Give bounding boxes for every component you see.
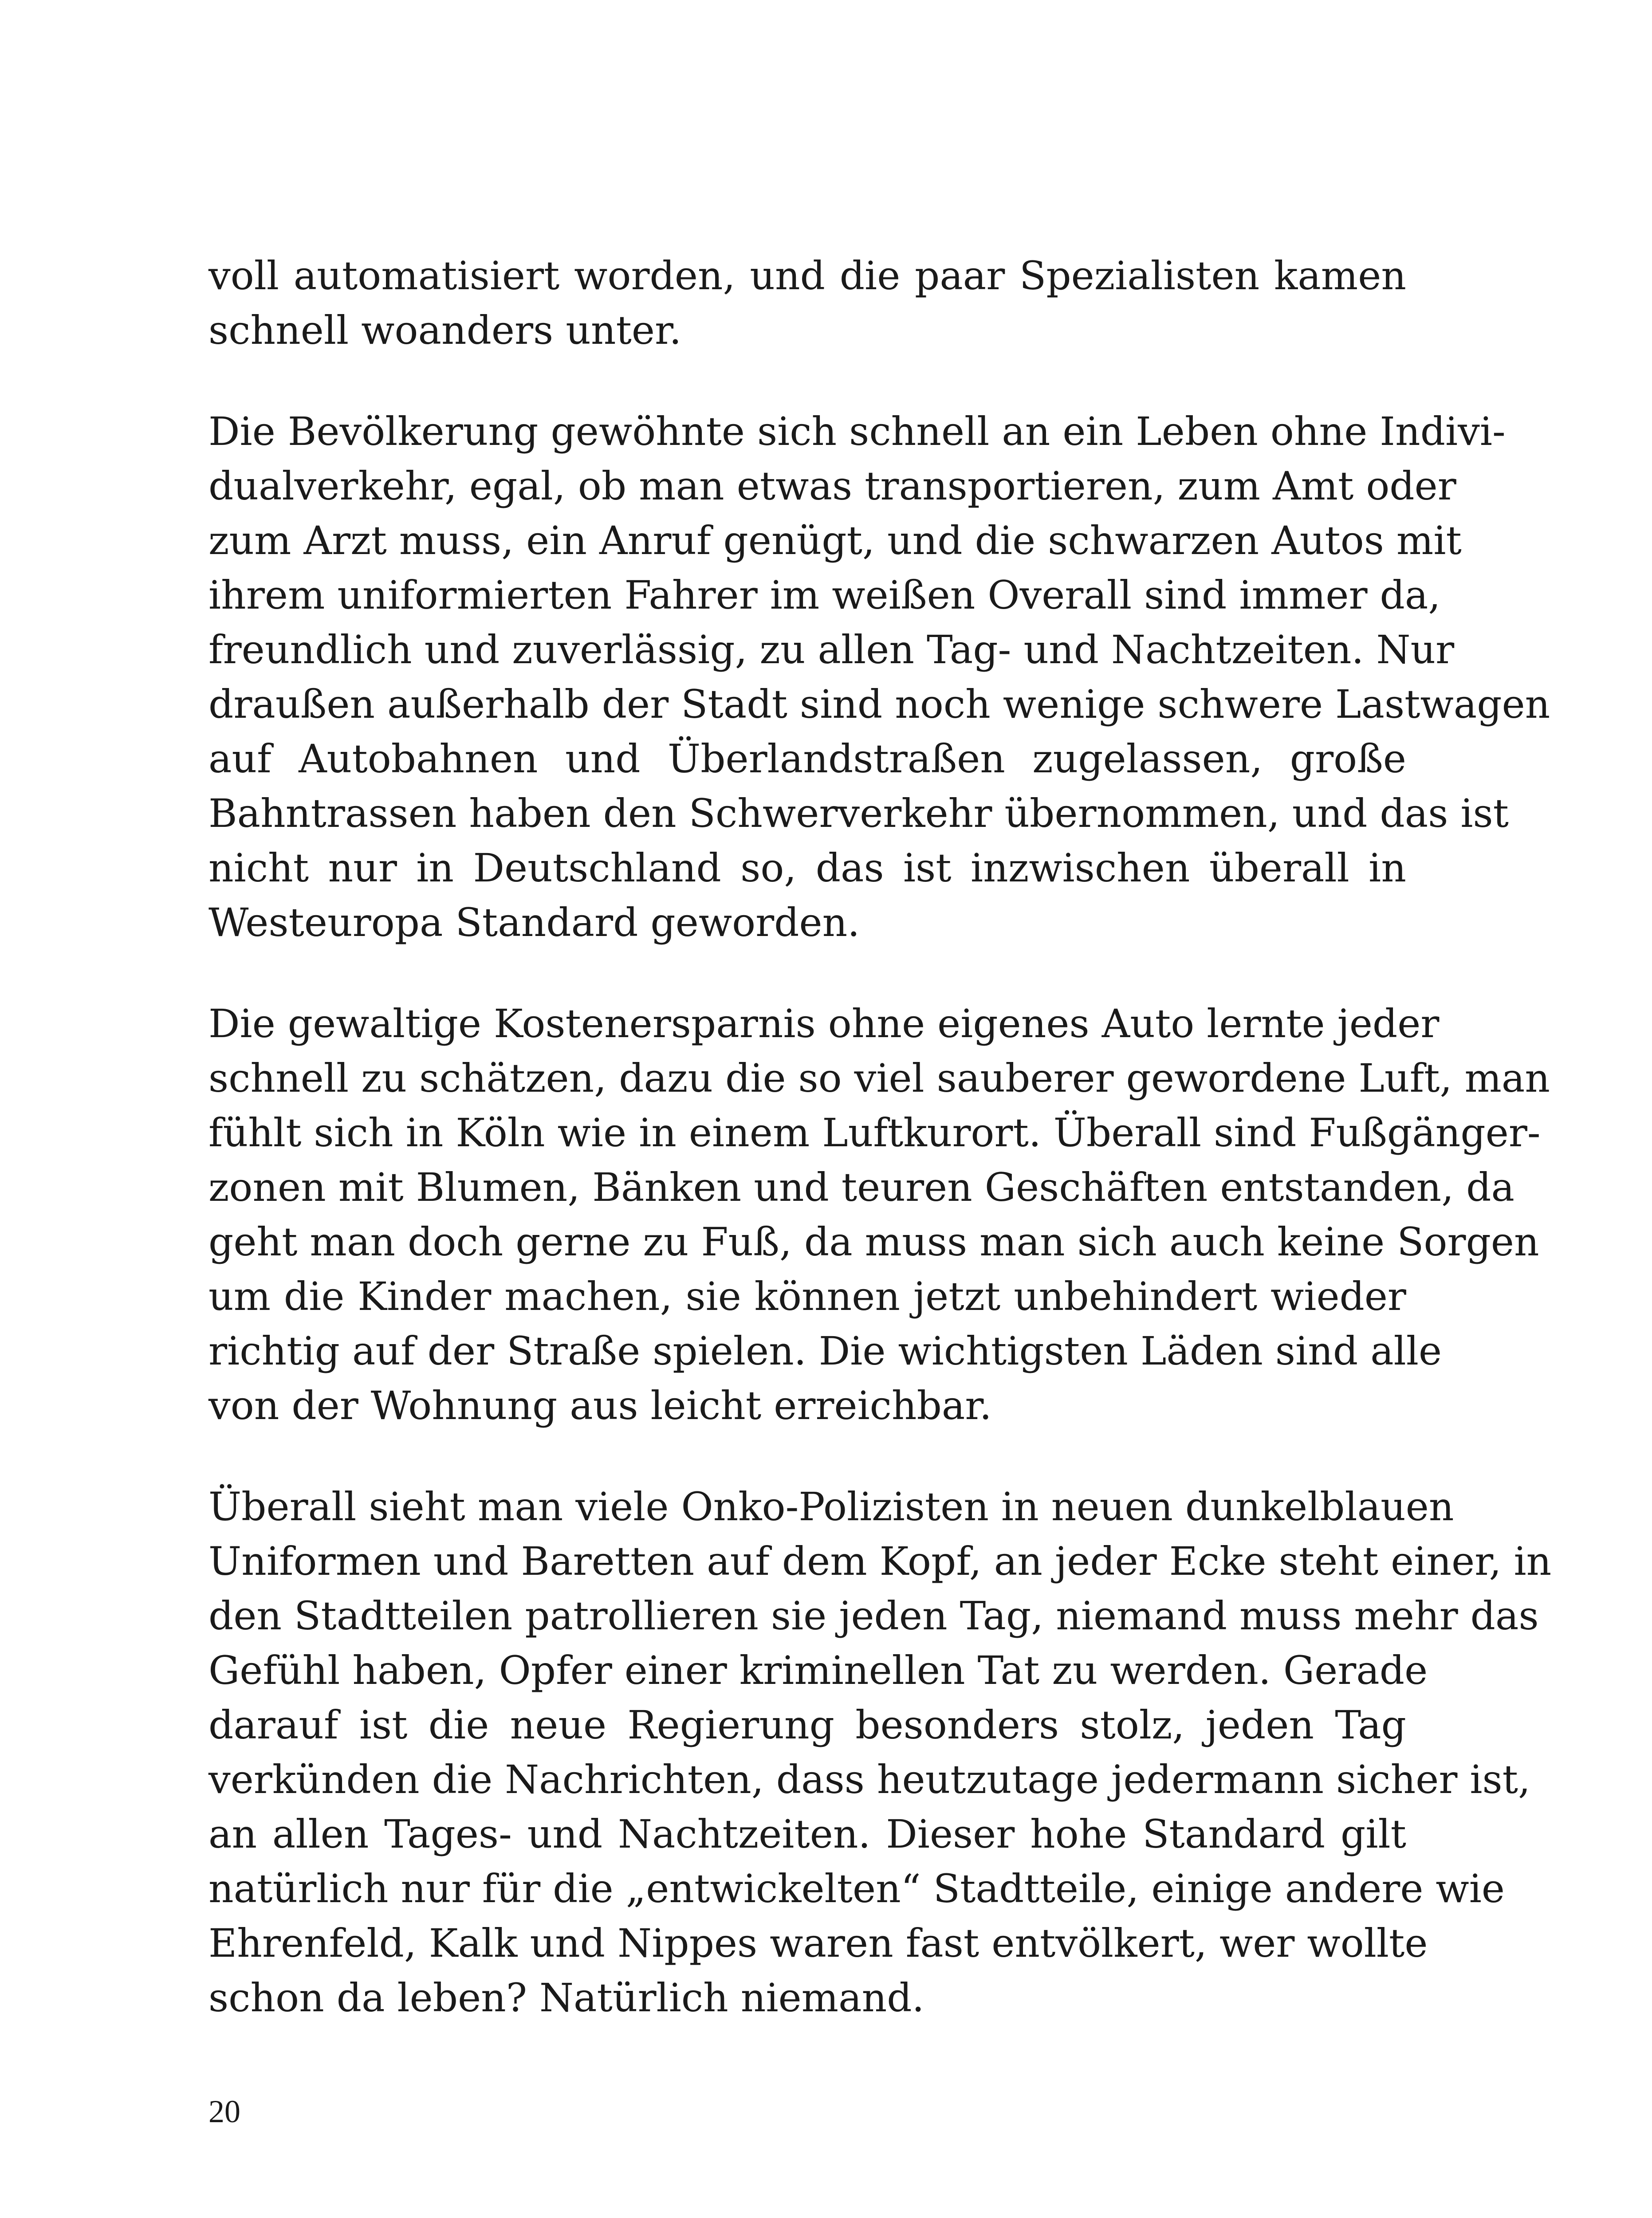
text-line: schnell woanders unter.	[208, 307, 682, 353]
text-line: Die gewaltige Kostenersparnis ohne eigenes Auto lernte jeder	[208, 1001, 1440, 1046]
text-line: freundlich und zuverlässig, zu allen Tag- und Nachtzeiten. Nur	[208, 627, 1455, 672]
page-body	[208, 248, 1552, 2072]
text-line: geht man doch gerne zu Fuß, da muss man sich auch keine Sorgen	[208, 1219, 1539, 1265]
text-line: darauf ist die neue Regierung besonders stolz, jeden Tag	[208, 1702, 1406, 1748]
text-line: richtig auf der Straße spielen. Die wichtigsten Läden sind alle	[208, 1328, 1442, 1374]
text-line: Gefühl haben, Opfer einer kriminellen Tat zu werden. Gerade	[208, 1648, 1428, 1693]
text-line: Die Bevölkerung gewöhnte sich schnell an ein Leben ohne Indivi-	[208, 409, 1506, 454]
paragraph-3	[208, 996, 1550, 1433]
text-line: Bahntrassen haben den Schwerverkehr übernommen, und das ist	[208, 790, 1509, 836]
text-line: auf Autobahnen und Überlandstraßen zugelassen, große	[208, 736, 1406, 782]
text-line: zum Arzt muss, ein Anruf genügt, und die schwarzen Autos mit	[208, 518, 1462, 563]
text-line: ihrem uniformierten Fahrer im weißen Overall sind immer da,	[208, 572, 1441, 618]
text-line: schon da leben? Natürlich niemand.	[208, 1975, 924, 2021]
text-line: fühlt sich in Köln wie in einem Luftkurort. Überall sind Fußgänger-	[208, 1110, 1541, 1156]
text-line: Uniformen und Baretten auf dem Kopf, an jeder Ecke steht einer, in	[208, 1538, 1552, 1584]
paragraph-1	[208, 248, 1406, 358]
text-line: voll automatisiert worden, und die paar Spezialisten kamen	[208, 253, 1406, 299]
page-number: 20	[208, 2094, 240, 2129]
text-line: schnell zu schätzen, dazu die so viel sauberer gewordene Luft, man	[208, 1055, 1550, 1101]
text-line: draußen außerhalb der Stadt sind noch wenige schwere Lastwagen	[208, 681, 1550, 727]
text-line: dualverkehr, egal, ob man etwas transportieren, zum Amt oder	[208, 463, 1456, 509]
text-line: nicht nur in Deutschland so, das ist inzwischen überall in	[208, 845, 1406, 891]
text-line: Überall sieht man viele Onko-Polizisten in neuen dunkelblauen	[208, 1484, 1454, 1530]
paragraph-2	[208, 404, 1550, 950]
text-line: verkünden die Nachrichten, dass heutzutage jedermann sicher ist,	[208, 1757, 1531, 1802]
paragraph-4	[208, 1479, 1552, 2025]
text-line: Westeuropa Standard geworden.	[208, 900, 860, 945]
text-line: zonen mit Blumen, Bänken und teuren Geschäften entstanden, da	[208, 1164, 1514, 1210]
text-line: Ehrenfeld, Kalk und Nippes waren fast entvölkert, wer wollte	[208, 1920, 1428, 1966]
text-line: natürlich nur für die „entwickelten“ Stadtteile, einige andere wie	[208, 1866, 1505, 1911]
text-line: an allen Tages- und Nachtzeiten. Dieser hohe Standard gilt	[208, 1811, 1406, 1857]
text-line: um die Kinder machen, sie können jetzt unbehindert wieder	[208, 1274, 1406, 1319]
text-line: den Stadtteilen patrollieren sie jeden Tag, niemand muss mehr das	[208, 1593, 1539, 1639]
text-line: von der Wohnung aus leicht erreichbar.	[208, 1383, 992, 1428]
